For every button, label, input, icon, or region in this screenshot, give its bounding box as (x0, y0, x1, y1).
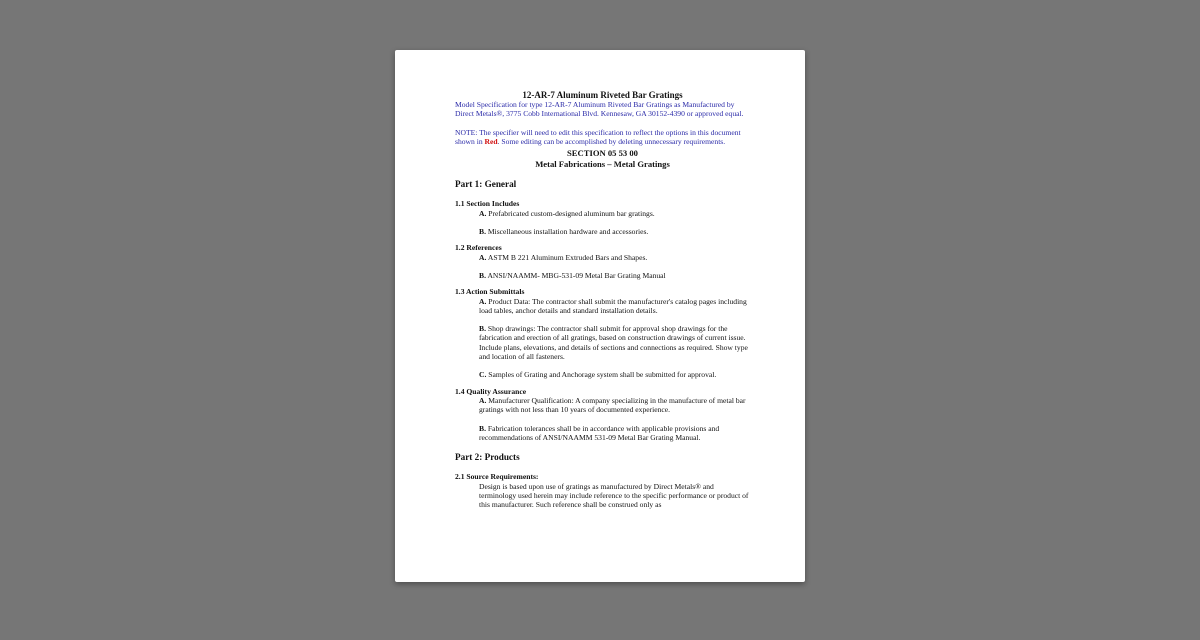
document-title: 12-AR-7 Aluminum Riveted Bar Gratings (522, 90, 683, 100)
part-heading: Part 1: General (455, 179, 517, 190)
list-item: A. Prefabricated custom-designed aluminum bar gratings. (479, 208, 655, 218)
list-item: A. Product Data: The contractor shall submit the manufacturer's catalog pages including load tables, anchor details and standard installation details. (479, 296, 747, 315)
section-heading: 2.1 Source Requirements: (455, 472, 539, 482)
note-text-before: NOTE: The specifier will need to edit this specification to reflect the options in this document shown in (455, 127, 741, 146)
list-item: B. Shop drawings: The contractor shall submit for approval shop drawings for the fabrication and erection of all gratings, based on construction drawings of current issue. Include plans, elevations, and details of sections and connections as required. Show type and location of all fasteners. (479, 324, 748, 362)
list-item: B. ANSI/NAAMM- MBG-531-09 Metal Bar Grating Manual (479, 270, 666, 280)
list-item: Design is based upon use of gratings as manufactured by Direct Metals® and terminology used herein may include reference to the specific performance or product of this manufacturer. Such reference shall be construed only as (479, 481, 749, 510)
list-item: A. Manufacturer Qualification: A company specializing in the manufacture of metal bar gratings with not less than 10 years of documented experience. (479, 395, 746, 415)
part-heading: Part 2: Products (455, 452, 520, 463)
section-number: SECTION 05 53 00 (567, 148, 638, 159)
list-item: C. Samples of Grating and Anchorage system shall be submitted for approval. (479, 370, 717, 380)
section-heading: 1.4 Quality Assurance (455, 386, 527, 396)
section-heading: 1.2 References (455, 243, 502, 253)
list-item: A. ASTM B 221 Aluminum Extruded Bars and Shapes. (479, 252, 648, 262)
section-heading: 1.1 Section Includes (455, 199, 520, 209)
intro-paragraph: Model Specification for type 12-AR-7 Aluminum Riveted Bar Gratings as Manufactured by Direct Metals®, 3775 Cobb International Blvd. Kennesaw, GA 30152-4390 or approved equal. (455, 100, 744, 119)
document-page (395, 50, 805, 582)
document-content (455, 90, 750, 510)
list-item: B. Fabrication tolerances shall be in accordance with applicable provisions and recommendations of ANSI/NAAMM 531-09 Metal Bar Grating Manual. (479, 423, 720, 442)
note-highlight: Red (484, 136, 498, 146)
section-heading: 1.3 Action Submittals (455, 287, 525, 297)
section-title: Metal Fabrications – Metal Gratings (535, 158, 670, 169)
list-item: B. Miscellaneous installation hardware and accessories. (479, 227, 649, 237)
note-paragraph (455, 128, 750, 147)
note-text-after: . Some editing can be accomplished by deleting unnecessary requirements. (497, 136, 726, 146)
